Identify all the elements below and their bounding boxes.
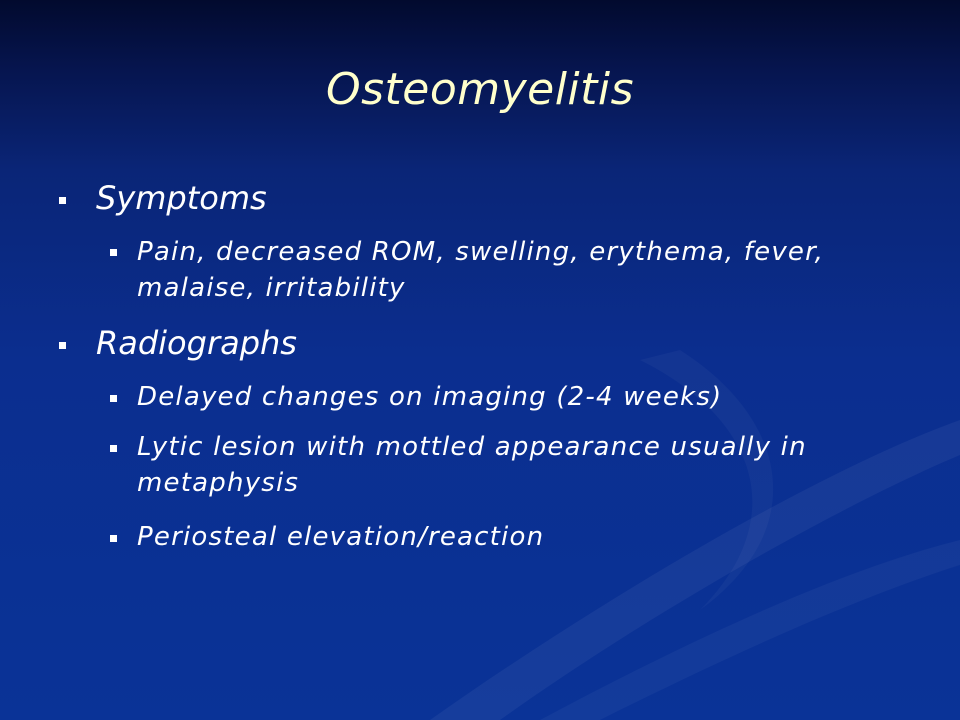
bullet-heading-symptoms: Symptoms <box>96 179 267 217</box>
bullet-square-icon <box>110 395 117 402</box>
bullet-radiographs-item-1: Delayed changes on imaging (2-4 weeks) <box>137 382 723 412</box>
bullet-square-icon <box>110 249 117 256</box>
bullet-square-icon <box>110 535 117 542</box>
bullet-square-icon <box>59 342 66 349</box>
bullet-heading-radiographs: Radiographs <box>96 324 297 362</box>
slide-title: Osteomyelitis <box>325 64 635 115</box>
bullet-square-icon <box>59 197 66 204</box>
bullet-square-icon <box>110 445 117 452</box>
bullet-symptoms-list: Pain, decreased ROM, swelling, erythema, fever, malaise, irritability <box>137 237 825 303</box>
bullet-radiographs-item-3: Periosteal elevation/reaction <box>137 522 545 552</box>
bullet-radiographs-item-2: Lytic lesion with mottled appearance usually in metaphysis <box>137 432 807 498</box>
